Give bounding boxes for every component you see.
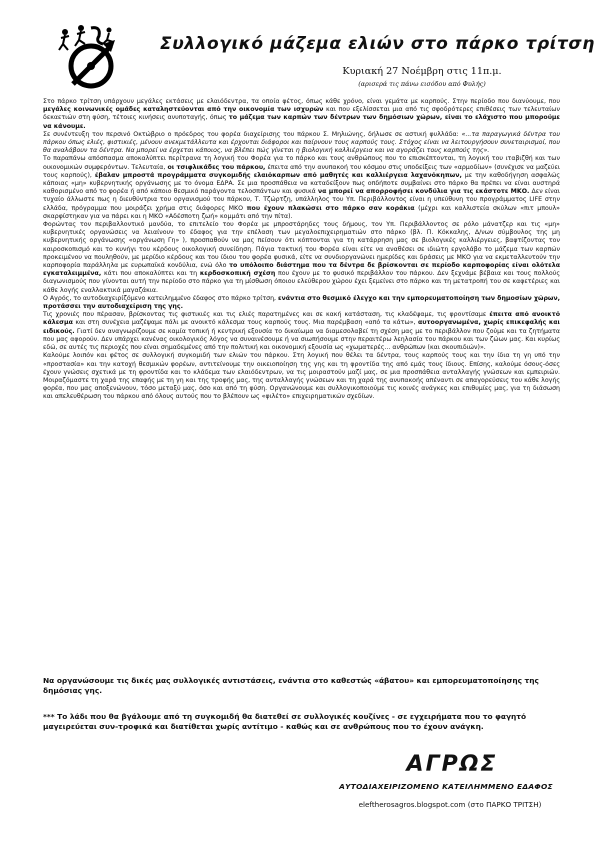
closing-call: Να οργανώσουμε τις δικές μας συλλογικές αντιστάσεις, ενάντια στο καθεστώς «άβατου» και εμπορευματοποίησης της δημόσιας γης. (43, 676, 539, 695)
paragraph-3: Το παραπάνω απόσπασμα αποκαλύπτει περίτρανα τη λογική του Φορέα για το πάρκο και τους ανθρώπους που το επισκέπτονται, τη λογική του ιταβιζθή και των οικονομικών συμφερόντων. Τελευταία, οι τσιφλικάδες του πάρκου, έπειτα από την ανυπακοή του κόσμου στις υποδείξεις των «αρμοδίων» (συνέχισε να μαζεύει τους καρπούς), έβαλαν μπροστά προγράμματα συγκομιδής ελαιόκαρπων από μαθητές και καλλιέργεια λαχανόκηπων, με την καθοδήγηση ασφαλώς κάποιας «μη» κυβερνητικής οργάνωσης με το όνομα ΕΔΡΑ. Σε μια προσπάθεια να καταδείξουν πως οπδήποτε συμβαίνει στο πάρκο θα πρέπει να είναι αυστηρά καθορισμένο από το φορέα ή από κάποιο θεσμικό παράγοντα τελοσπάντων και φυσικά να μπορεί να απορροφήσει κονδύλια για τις εκάστοτε ΜΚΟ. Δεν είναι τυχαίο άλλωστε πως η διευθύντρια του οργανισμού του πάρκου, Τ. Τζώρτζη, υπάλληλος του Υπ. Περιβάλλοντος είναι η υπεύθυνη του προγράμματος LIFE στην ελλάδα, πρόγραμμα που μοιράζει χρήμα στις διάφορες ΜΚΟ που έχουν πλακώσει στο πάρκο σαν κοράκια (μέχρι και καλλιστεία σκύλων «πιτ μπουλ» σκαρφίστηκαν για να πάρει και η ΜΚΟ «Αδέσποτη ζωή» κομμάτι από την πίτα). (43, 155, 561, 220)
agros-logo-icon (55, 22, 123, 94)
event-location-note: (αρισερά τις πάνω εισόδου από Φυλής) (358, 80, 486, 88)
paragraph-5: Ο Αγρός, το αυτοδιαχειρίζόμενο κατειλημμένο έδαφος στο πάρκο τρίτση, ενάντια στο θεσμικό έλεγχο και την εμπορευματοποίηση των δημοσίων χώρων, προτάσσει την αυτοδιαχείριση της γης. (43, 294, 560, 311)
event-date: Κυριακή 27 Νοέμβρη στις 11π.μ. (342, 66, 502, 77)
paragraph-6: Τις χρονιές που πέρασαν, βρίσκοντας τις φιστικιές και τις ελιές παρατημένες και σε κακή κατάσταση, τις κλαδέψαμε, τις φροντίσαμε έπειτα από ανοικτό κάλεσμα και στη συνέχεια μαζέψαμε πάλι με ανοικτό κάλεσμα τους καρπούς τους. Μια παρέμβαση «από τα κάτω», αυτοοργανωμένα, χωρίς επικεφαλής και ειδικούς. Γιατί δεν αναγνωρίζουμε σε καμία τοπική ή κεντρική εξουσία το δικαίωμα να διαμεσολαβεί τη σχέση μας με το περιβάλλον που ζούμε και τα ζητήματα που μας αφορούν. Δεν υπάρχει κανένας οικολογικός λόγος να συναινέσουμε ή να σιωπήσουμε στην περαιτέρω λεηλασία του πάρκου και των ζώων μας. Και κυρίως εδώ, σε αυτές τις περιοχές που είναι σημαδεμένες από την πολιτική και οικονομική εξουσία ως «χωματερές... ανθρώπων (και σκουπιδιών)». (43, 311, 560, 352)
oil-note: *** Το λάδι που θα βγάλουμε από τη συγκομιδή θα διατεθεί σε συλλογικές κουζίνες - σε εγχειρήματα που το φαγητό μαγειρεύεται συν-τροφικά και διατίθεται χωρίς αντίτιμο - καθώς και σε ανθρώπους που το έχουν ανάγκη. (43, 712, 527, 731)
signature-subtitle: ΑΥΤΟΔΙΑΧΕΙΡΙΖΟΜΕΝΟ ΚΑΤΕΙΛΗΜΜΕΝΟ ΕΔΑΦΟΣ (339, 782, 553, 791)
paragraph-2: Σε συνέντευξη τον περσινό Οκτώβριο ο πρόεδρος του φορέα διαχείρισης του πάρκου Σ. Μηλιώνης, δήλωσε σε αστική φυλλάδα: «...τα παραγωγικά δέντρα του πάρκου όπως ελιές, φιστικιές, μένουν ανεκμετάλλευτα και έρχονται διάφοροι και παίρνουν τους καρπούς τους. Στόχος είναι να λειτουργήσουν συνεταιρισμοί, που θα αναλάβουν τα δέντρα. Να μπορεί να έρχεται κάποιος, να βλέπει πώς γίνεται η βιολογική καλλιέργεια και να αγοράζει τους καρπούς της». (43, 130, 560, 155)
signature-url-line (330, 800, 570, 809)
location-note: (στο ΠΑΡΚΟ ΤΡΙΤΣΗ) (467, 800, 542, 809)
paragraph-1: Στο πάρκο τρίτση υπάρχουν μεγάλες εκτάσεις με ελαιόδεντρα, τα οποία φέτος, όπως κάθε χρόνο, είναι γεμάτα με καρπούς. Στην περίοδο που διανύουμε, που μεγάλες κοινωνικές ομάδες καταληστεύονται από την οικονομία των ισχυρών και που εξελίσσεται μια από τις σφοδρότερες επιθέσεις των τελευταίων δεκαετιών στη φύση, τέτοιες κινήσεις ανυποταγής, όπως το μάζεμα των καρπών των δέντρων των δημόσιων χώρων, είναι το ελάχιστο που μπορούμε να κάνουμε. (43, 98, 561, 130)
blog-link[interactable]: eleftherosagros.blogspot.com (358, 800, 466, 809)
paragraph-4: Φορώντας τον περιβαλλοντικό μανδύα, το επιτελείο του Φορέα με μπροστάρηδες τους δήμους, τον Υπ. Περιβάλλοντος σε ρόλο μάνατζερ και τις «μη» κυβερνητικές οργανώσεις να λειαίνουν το έδαφος για την επέλαση των μεγαλοεπιχειρηματιών στο πάρκο (βλ. Π. Κόκκαλης, Δ/νων σύμβουλος της μη κυβερνητικής οργάνωσης «οργάνωση Γη» ), προσπαθούν να μας πείσουν ότι κόπτονται για τη κατάρρηση μας σε βιολογικές καλλιέργειες, βαφτίζοντας τον καιροσκοπισμό και το κυνήγι του κέρδους οικολογική συνείδηση. Πάγια τακτική του Φορέα είναι είτε να αναθέσει σε ιδιώτη εργολάβο το μάζεμα των καρπών προκειμένου να πουληθούν, με μερίδιο κέρδους και του ίδιου του φορέα φυσικά, είτε να συνδιοργανώνει ημερίδες και δράσεις με ΜΚΟ για να εκμεταλλευτούν την καρποφορία παράλληλα με ευρωπαϊκά κονδύλια, ενώ όλο το υπόλοιπο διάστημα που τα δέντρα δε βρίσκονται σε περίοδο καρποφορίας είναι ολότελα εγκαταλειμμένα, κάτι που αποκαλύπτει και τη κερδοσκοπική σχέση που έχουν με το φυσικό περιβάλλον του πάρκου. Δεν ξεχνάμε βέβαια και τους πολλούς διαγωνισμούς που γίνονται αυτή την περίοδο στο πάρκο για τη μίσθωση όποιου ελεύθερου χώρου έχει ξεμείνει στο πάρκο και τη μετατροπή του σε καφετέριες και κάθε λογής εναλλακτικά μαγαζάκια. (43, 221, 560, 294)
body-text (43, 98, 560, 402)
paragraph-7: Καλούμε λοιπόν και φέτος σε συλλογική συγκομιδή των ελιών του πάρκου. Στη λογική που θέλει τα δέντρα, τους καρπούς τους και την ίδια τη γη υπό την «προστασία» και την κατοχή θεσμικών φορέων, αντιτείνουμε την οικειοποίηση της γης και τη φροντίδα της από εμάς τους ίδιους. Επίσης, καλούμε όσους-όσες έχουν γνώσεις σχετικά με τη φροντίδα και το κλάδεμα των ελαιόδεντρων, να τις μοιραστούν μαζί μας, σε μια προσπάθεια ανταλλαγής γνώσεων και εμπειριών. Μοιραζόμαστε τη χαρά της επαφής με τη γη και της τροφής μας, της ανταλλαγής γνώσεων και τη χαρά της ανυπακοής απέναντι σε απαγορεύσεις του κάθε λογής φορέα, που μας αποξενώνουν, τόσο μεταξύ μας, όσο και από τη φύση. Οργανώνουμε και συλλογικοποιούμε τις κοινές ανάγκες και επιθυμίες μας, για τη διάσωση και απελευθέρωση του πάρκου από όλους αυτούς που το βλέπουν ως «φιλέτο» επιχειρηματικών σχεδίων. (43, 352, 560, 401)
page-title: Συλλογικό μάζεμα ελιών στο πάρκο τρίτση (160, 34, 595, 54)
signature-name: ΑΓΡΩΣ (406, 752, 498, 777)
